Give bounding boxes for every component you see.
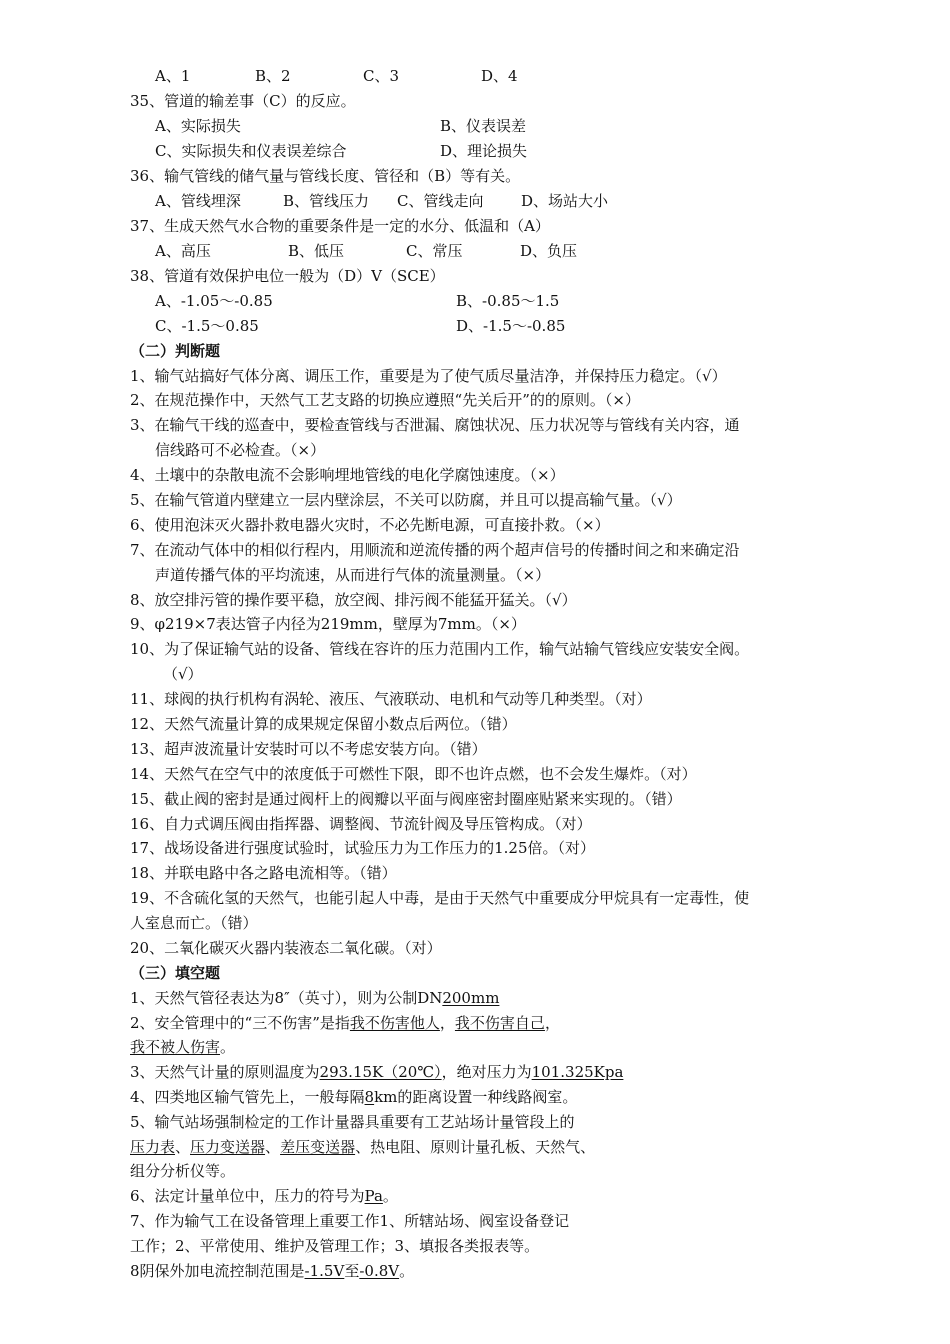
judge-line: 9、φ219×7表达管子内径为219mm，壁厚为7mm。（×） xyxy=(130,615,526,633)
q37-option-d: D、负压 xyxy=(520,242,578,260)
q35-option-c: C、实际损失和仪表误差综合 xyxy=(155,142,347,160)
fill-answer: -1.5V xyxy=(304,1262,345,1280)
q38-question: 38、管道有效保护电位一般为（D）V（SCE） xyxy=(130,267,445,285)
judge-line: 2、在规范操作中，天然气工艺支路的切换应遵照“先关后开”的的原则。（×） xyxy=(130,391,640,409)
q35-option-d: D、理论损失 xyxy=(440,142,528,160)
judge-line: 14、天然气在空气中的浓度低于可燃性下限，即不也许点燃，也不会发生爆炸。（对） xyxy=(130,765,697,783)
judge-line: 5、在输气管道内壁建立一层内壁涂层，不关可以防腐，并且可以提高输气量。（√） xyxy=(130,491,682,509)
judge-line: 17、战场设备进行强度试验时，试验压力为工作压力的1.25倍。（对） xyxy=(130,839,595,857)
q36-question: 36、输气管线的储气量与管线长度、管径和（B）等有关。 xyxy=(130,167,521,185)
judge-line: 19、不含硫化氢的天然气，也能引起人中毒，是由于天然气中重要成分甲烷具有一定毒性，使 xyxy=(130,889,750,907)
q34-option-c: C、3 xyxy=(363,67,400,85)
q35-question: 35、管道的输差事（C）的反应。 xyxy=(130,92,356,110)
fill-line-5b: 压力表、压力变送器、差压变送器、热电阻、原则计量孔板、天然气、 xyxy=(130,1138,596,1156)
judge-line: 6、使用泡沫灭火器扑救电器火灾时，不必先断电源，可直接扑救。（×） xyxy=(130,516,610,534)
q36-option-d: D、场站大小 xyxy=(521,192,609,210)
judge-line: 1、输气站搞好气体分离、调压工作，重要是为了使气质尽量洁净，并保持压力稳定。（√） xyxy=(130,367,727,385)
judge-line: 16、自力式调压阀由指挥器、调整阀、节流针阀及导压管构成。（对） xyxy=(130,815,592,833)
fill-answer: 293.15K（20℃） xyxy=(319,1063,442,1081)
judge-line: 7、在流动气体中的相似行程内，用顺流和逆流传播的两个超声信号的传播时间之和来确定沿 xyxy=(130,541,740,559)
judge-line: 3、在输气干线的巡查中，要检查管线与否泄漏、腐蚀状况、压力状况等与管线有关内容，通 xyxy=(130,416,740,434)
judge-line: 信线路可不必检查。（×） xyxy=(155,441,326,459)
fill-line-2: 2、安全管理中的“三不伤害”是指我不伤害他人，我不伤害自己， xyxy=(130,1014,560,1032)
fill-answer: 8 xyxy=(364,1088,375,1106)
judge-line: 18、并联电路中各之路电流相等。（错） xyxy=(130,864,397,882)
judge-line: 13、超声波流量计安装时可以不考虑安装方向。（错） xyxy=(130,740,487,758)
fill-line-5c: 组分分析仪等。 xyxy=(130,1162,236,1180)
q38-option-b: B、-0.85～1.5 xyxy=(456,292,560,310)
judge-line: 10、为了保证输气站的设备、管线在容许的压力范围内工作，输气站输气管线应安装安全阀。 xyxy=(130,640,750,658)
fill-line-5: 5、输气站场强制检定的工作计量器具重要有工艺站场计量管段上的 xyxy=(130,1113,575,1131)
q38-option-d: D、-1.5～-0.85 xyxy=(456,317,566,335)
fill-answer: 我不被人伤害 xyxy=(130,1038,221,1056)
q36-option-a: A、管线埋深 xyxy=(155,192,241,210)
q35-option-a: A、实际损失 xyxy=(155,117,241,135)
judge-line: 人室息而亡。（错） xyxy=(130,914,258,932)
q37-option-b: B、低压 xyxy=(288,242,345,260)
q35-option-b: B、仪表误差 xyxy=(440,117,527,135)
judge-line: 声道传播气体的平均流速，从而进行气体的流量测量。（×） xyxy=(155,566,551,584)
judge-heading: （二）判断题 xyxy=(130,342,221,360)
fill-line-8: 8阴保外加电流控制范围是-1.5V至-0.8V。 xyxy=(130,1262,415,1280)
fill-line-3: 3、天然气计量的原则温度为293.15K（20℃），绝对压力为101.325Kpa xyxy=(130,1063,624,1081)
q37-option-a: A、高压 xyxy=(155,242,211,260)
judge-line: 15、截止阀的密封是通过阀杆上的阀瓣以平面与阀座密封圈座贴紧来实现的。（错） xyxy=(130,790,682,808)
fill-heading: （三）填空题 xyxy=(130,964,221,982)
q37-question: 37、生成天然气水合物的重要条件是一定的水分、低温和（A） xyxy=(130,217,550,235)
fill-answer: -0.8V xyxy=(359,1262,400,1280)
fill-answer: 压力表 xyxy=(130,1138,176,1156)
fill-answer: 101.325Kpa xyxy=(531,1063,624,1081)
fill-line-7b: 工作；2、平常使用、维护及管理工作；3、填报各类报表等。 xyxy=(130,1237,540,1255)
q34-option-d: D、4 xyxy=(481,67,518,85)
fill-line-2b: 我不被人伤害。 xyxy=(130,1038,236,1056)
judge-line: 20、二氧化碳灭火器内装液态二氧化碳。（对） xyxy=(130,939,442,957)
fill-answer: 差压变送器 xyxy=(280,1138,356,1156)
q34-option-b: B、2 xyxy=(255,67,291,85)
q37-option-c: C、常压 xyxy=(406,242,463,260)
judge-line: 4、土壤中的杂散电流不会影响埋地管线的电化学腐蚀速度。（×） xyxy=(130,466,565,484)
q36-option-b: B、管线压力 xyxy=(283,192,370,210)
judge-line: 12、天然气流量计算的成果规定保留小数点后两位。（错） xyxy=(130,715,517,733)
q36-option-c: C、管线走向 xyxy=(397,192,484,210)
fill-line-1: 1、天然气管径表达为8″（英寸），则为公制DN200mm xyxy=(130,989,500,1007)
q34-option-a: A、1 xyxy=(155,67,191,85)
q38-option-c: C、-1.5～0.85 xyxy=(155,317,259,335)
fill-answer: 压力变送器 xyxy=(190,1138,266,1156)
fill-line-6: 6、法定计量单位中，压力的符号为Pa。 xyxy=(130,1187,398,1205)
fill-answer: 200mm xyxy=(442,989,500,1007)
fill-answer: 我不伤害他人 xyxy=(349,1014,440,1032)
judge-line: 8、放空排污管的操作要平稳，放空阀、排污阀不能猛开猛关。（√） xyxy=(130,591,577,609)
judge-line: 11、球阀的执行机构有涡轮、液压、气液联动、电机和气动等几种类型。（对） xyxy=(130,690,652,708)
fill-answer: Pa xyxy=(364,1187,383,1205)
q38-option-a: A、-1.05～-0.85 xyxy=(155,292,273,310)
fill-line-4: 4、四类地区输气管先上，一般每隔8km的距离设置一种线路阀室。 xyxy=(130,1088,578,1106)
fill-answer: 我不伤害自己 xyxy=(454,1014,545,1032)
fill-line-7: 7、作为输气工在设备管理上重要工作1、所辖站场、阀室设备登记 xyxy=(130,1212,570,1230)
judge-line: （√） xyxy=(163,665,203,683)
